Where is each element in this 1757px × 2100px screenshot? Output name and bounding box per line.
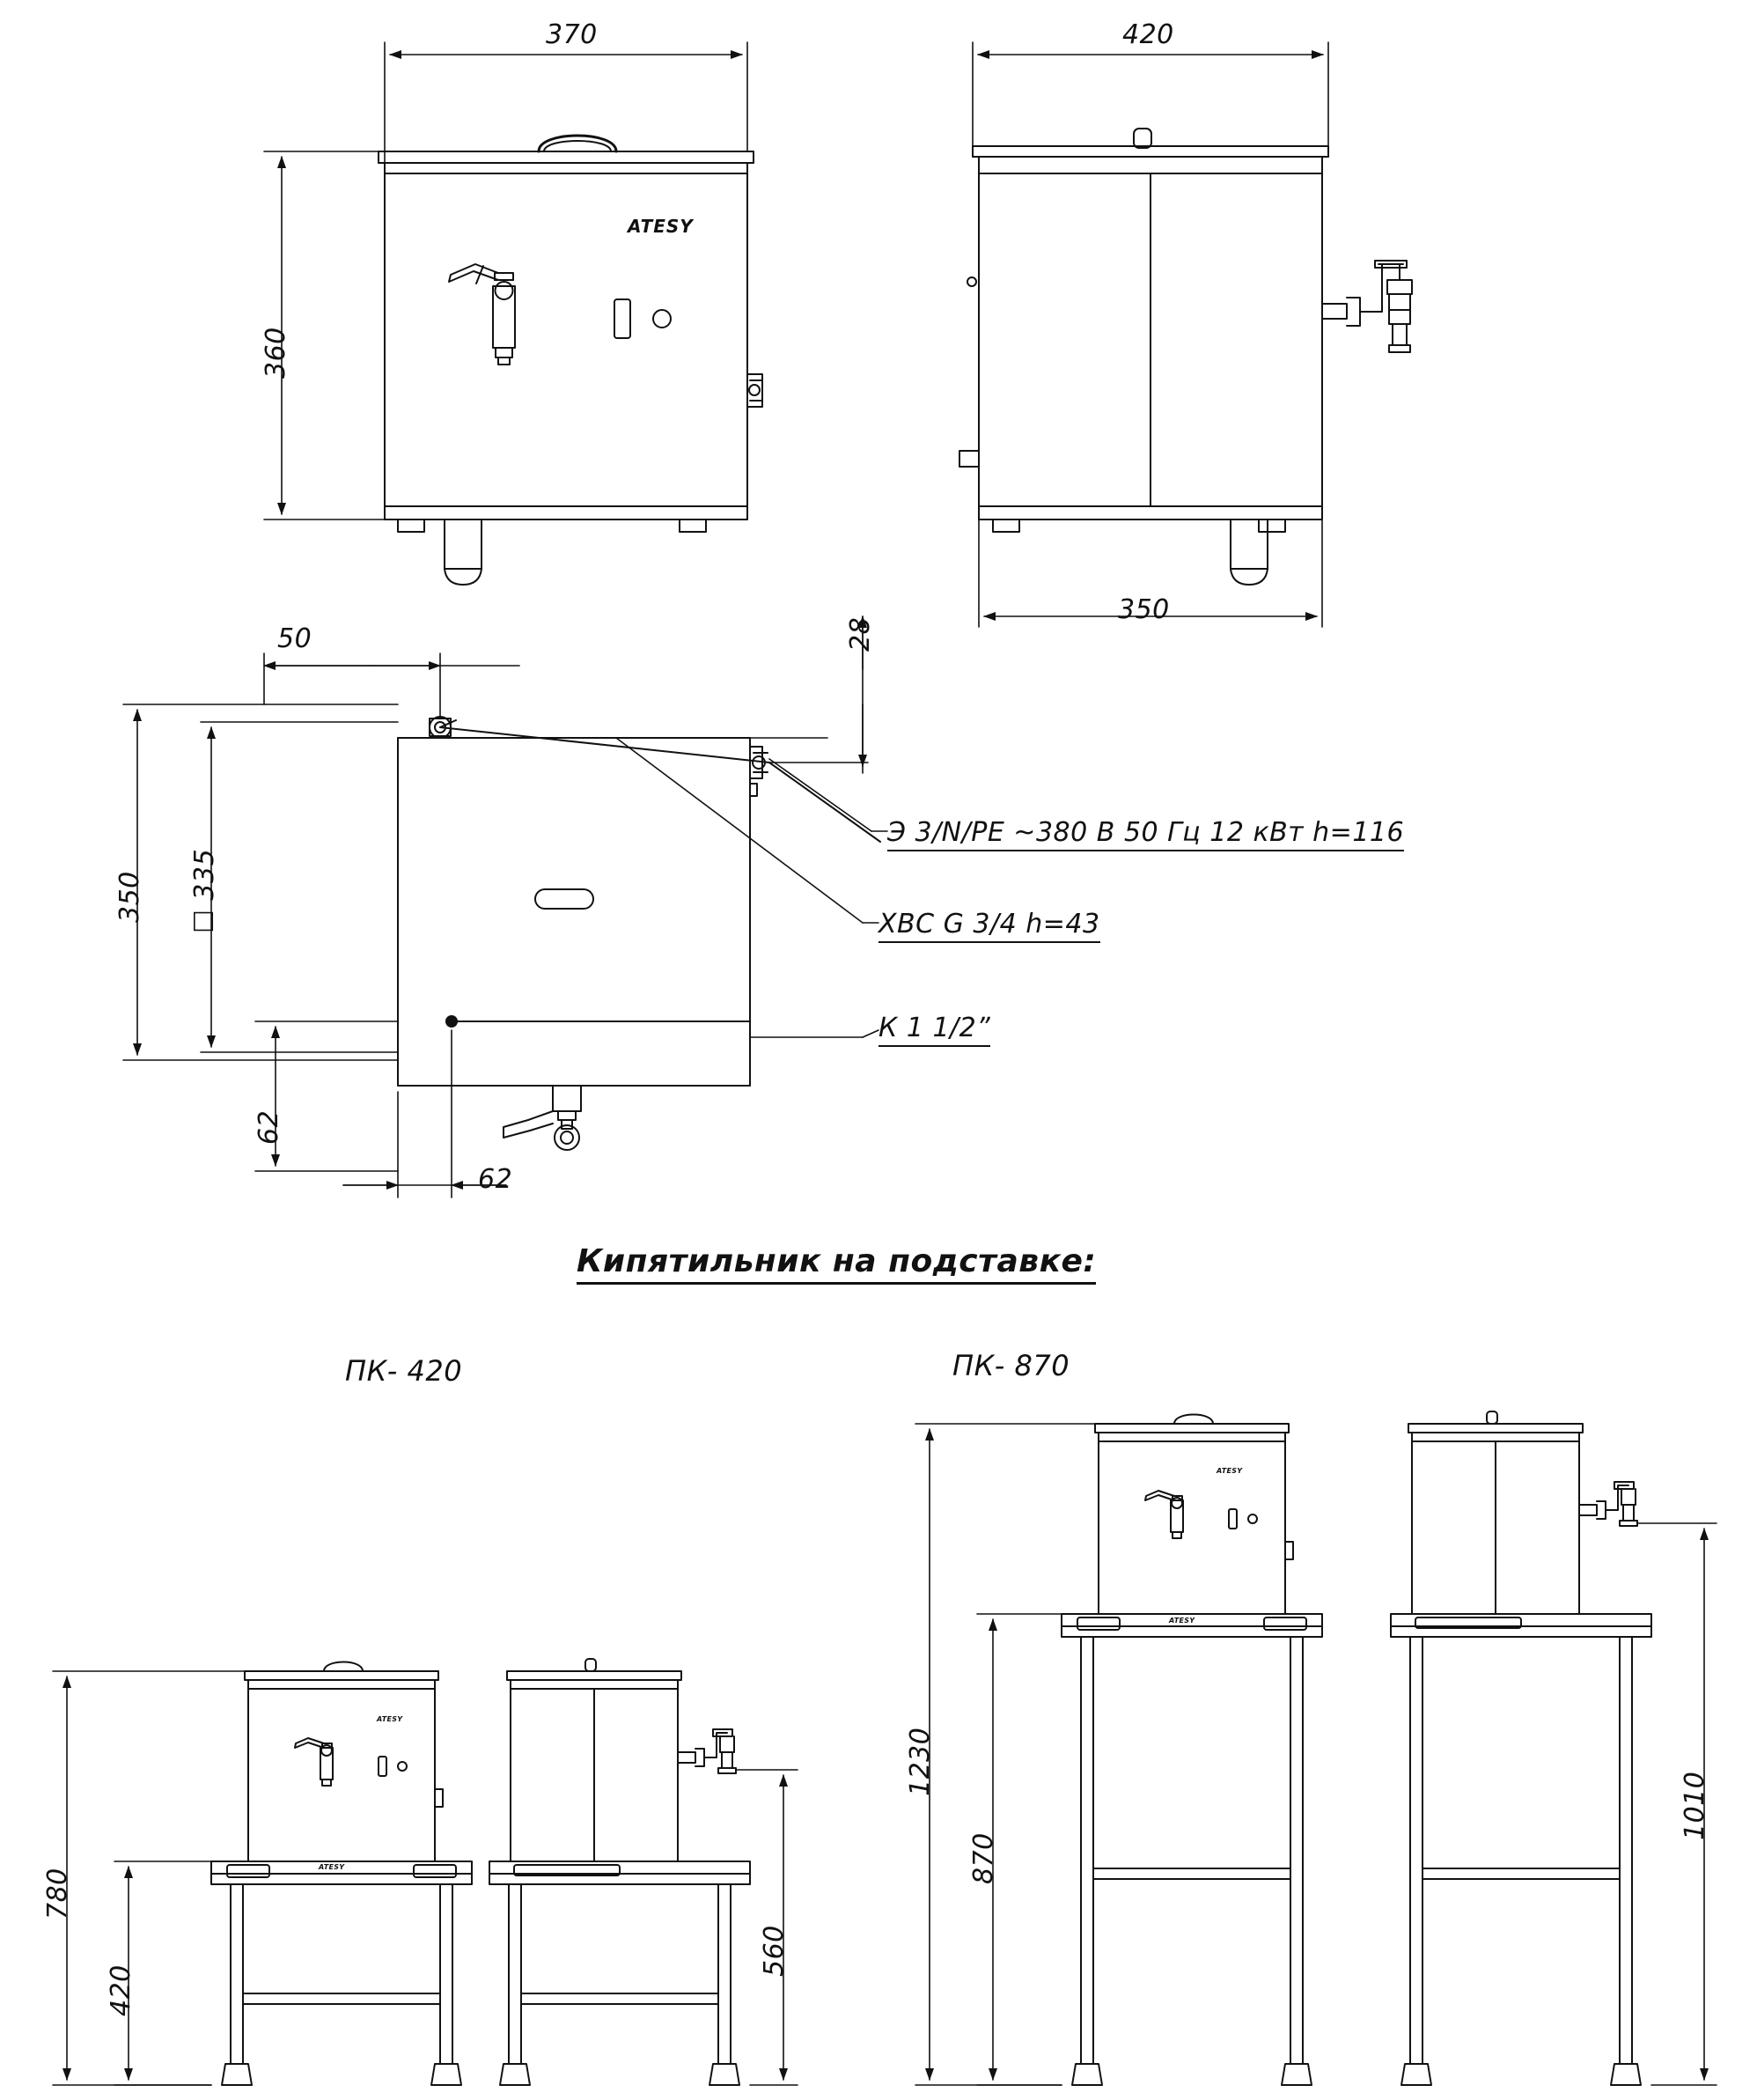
model-label-pk-420: ПК- 420 [345, 1354, 463, 1388]
dim-370 [385, 42, 747, 163]
dim-label-62-vert: 62 [254, 1109, 284, 1145]
dim-780 [53, 1671, 245, 2085]
pk420-side-geometry [489, 1659, 750, 2085]
side-view-geometry [959, 129, 1412, 585]
dim-label-360: 360 [261, 327, 291, 379]
dim-350-plan [123, 704, 398, 1060]
dim-label-420-top: 420 [1122, 19, 1174, 50]
dim-label-350-plan: 350 [114, 871, 145, 923]
dim-label-780: 780 [42, 1868, 73, 1919]
dim-label-1230: 1230 [905, 1727, 936, 1796]
dim-label-350-top: 350 [1118, 594, 1170, 625]
callout-power: Э 3/N/PE ~380 В 50 Гц 12 кВт h=116 [887, 817, 1404, 851]
pk420-front-geometry [211, 1662, 472, 2086]
dim-label-870: 870 [968, 1832, 999, 1884]
dim-1230 [915, 1424, 1095, 2085]
pk870-front-geometry [1062, 1415, 1322, 2086]
dim-label-560: 560 [759, 1925, 790, 1977]
model-label-pk-870: ПК- 870 [952, 1349, 1070, 1382]
front-view-geometry [379, 136, 762, 585]
brand-logo-pk420-front: ATESY [377, 1715, 403, 1723]
callout-cold-water: ХВС G 3/4 h=43 [878, 909, 1100, 943]
dim-335-plan [201, 722, 398, 1052]
dim-label-335-plan: ☐ 335 [189, 848, 220, 933]
dim-label-28: 28 [845, 616, 876, 652]
brand-logo-pk420-stand: ATESY [319, 1863, 345, 1871]
dim-label-420-stand: 420 [106, 1964, 136, 2016]
pk870-side-geometry [1391, 1411, 1651, 2085]
plan-view-geometry [398, 717, 880, 1150]
dim-50 [264, 653, 519, 718]
dim-label-50: 50 [277, 623, 312, 654]
brand-logo-pk870-front: ATESY [1217, 1467, 1243, 1475]
plan-callout-leaders [445, 738, 887, 1037]
callout-drain: К 1 1/2” [878, 1013, 990, 1047]
dim-label-1010: 1010 [1680, 1771, 1710, 1840]
dim-62-vert [255, 1021, 398, 1171]
section-title: Кипятильник на подставке: [577, 1243, 1096, 1285]
dim-label-62-horz: 62 [478, 1164, 513, 1195]
brand-logo-pk870-stand: ATESY [1169, 1617, 1195, 1625]
brand-logo-front: ATESY [628, 216, 694, 237]
dim-label-370: 370 [546, 19, 598, 50]
